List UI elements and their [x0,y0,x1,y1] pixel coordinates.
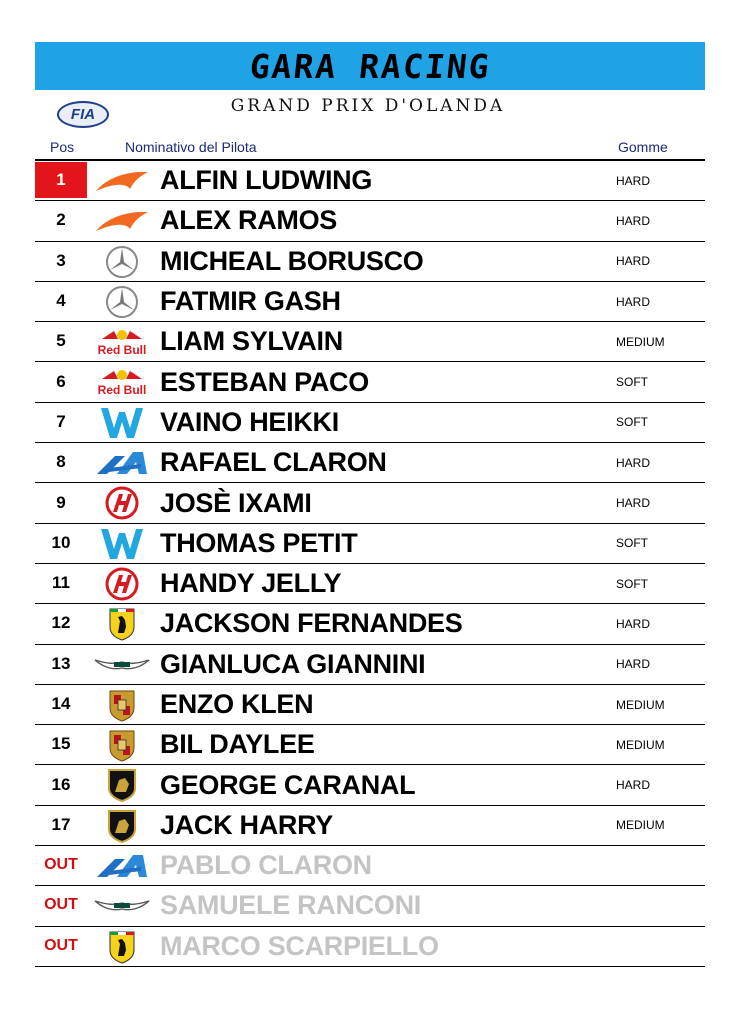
driver-name: SAMUELE RANCONI [160,890,422,921]
driver-name: FATMIR GASH [160,286,341,317]
haas-icon [92,486,152,520]
lamborghini-icon [92,809,152,843]
tyre-compound: HARD [616,496,651,511]
results-table [35,161,705,967]
position-cell: 5 [56,331,66,351]
table-row [35,604,705,644]
mercedes-icon [92,285,152,319]
position-cell: 2 [56,210,66,230]
table-row [35,886,705,926]
page-title: GARA RACING [247,46,493,86]
driver-name: ALFIN LUDWING [160,165,373,196]
mercedes-icon [92,245,152,279]
driver-name: ALEX RAMOS [160,205,338,236]
tyre-compound: HARD [616,213,651,228]
tyre-compound: HARD [616,657,651,672]
tyre-compound: HARD [616,294,651,309]
position-cell: OUT [44,896,78,914]
position-cell: 15 [51,734,71,754]
tyre-compound: HARD [616,616,651,631]
driver-name: GIANLUCA GIANNINI [160,648,426,679]
aston-martin-icon [92,648,152,682]
driver-name: THOMAS PETIT [160,527,358,558]
ferrari-icon [92,607,152,641]
redbull-icon [92,365,152,399]
table-row [35,403,705,443]
position-cell: 10 [51,532,71,552]
tyre-compound: HARD [616,455,651,470]
table-row [35,725,705,765]
position-cell: 11 [52,573,70,593]
position-cell: 7 [56,411,66,431]
driver-name: RAFAEL CLARON [160,447,387,478]
column-header-tyres: Gomme [618,139,668,155]
ferrari-icon [92,930,152,964]
tyre-compound: SOFT [616,375,648,390]
lamborghini-icon [92,768,152,802]
column-header-pos: Pos [50,139,75,155]
driver-name: LIAM SYLVAIN [160,326,343,357]
table-row [35,322,705,362]
tyre-compound: HARD [616,254,651,269]
tyre-compound: MEDIUM [616,334,665,349]
position-cell: 9 [56,492,66,512]
table-row [35,161,705,201]
tyre-compound: SOFT [616,415,648,430]
driver-name: GEORGE CARANAL [160,769,416,800]
position-cell: OUT [44,936,78,954]
table-row [35,645,705,685]
table-row [35,483,705,523]
driver-name: BIL DAYLEE [160,729,315,760]
driver-name: JACKSON FERNANDES [160,608,463,639]
williams-icon [92,527,152,561]
table-row [35,846,705,886]
haas-icon [92,567,152,601]
driver-name: VAINO HEIKKI [160,406,339,437]
tyre-compound: MEDIUM [616,697,665,712]
driver-name: JOSÈ IXAMI [160,487,312,518]
tyre-compound: HARD [616,173,651,188]
driver-name: PABLO CLARON [160,850,372,881]
position-cell: 13 [51,653,71,673]
williams-icon [92,406,152,440]
table-row [35,201,705,241]
table-row [35,564,705,604]
driver-name: JACK HARRY [160,809,334,840]
alpine-icon [92,446,152,480]
table-row [35,443,705,483]
tyre-compound: SOFT [616,576,648,591]
redbull-icon [92,325,152,359]
driver-name: ESTEBAN PACO [160,366,369,397]
table-row [35,282,705,322]
tyre-compound: HARD [616,778,651,793]
position-cell: 16 [51,774,71,794]
tyre-compound: MEDIUM [616,737,665,752]
driver-name: MICHEAL BORUSCO [160,245,424,276]
svg-text:Red Bull: Red Bull [97,383,147,398]
position-cell: 12 [51,613,71,633]
driver-name: MARCO SCARPIELLO [160,930,439,961]
tyre-compound: MEDIUM [616,818,665,833]
aston-martin-icon [92,889,152,923]
porsche-icon [92,728,152,762]
table-row [35,362,705,402]
svg-text:Red Bull: Red Bull [97,343,147,358]
table-row [35,242,705,282]
position-cell: 6 [56,371,66,391]
table-row [35,806,705,846]
position-cell: 8 [56,452,66,472]
tyre-compound: SOFT [616,536,648,551]
position-cell: 3 [56,250,66,270]
table-row [35,765,705,805]
position-cell: 1 [35,162,87,198]
fia-logo-text: FIA [70,106,96,123]
position-cell: 4 [56,291,66,311]
column-header-name: Nominativo del Pilota [125,139,257,155]
title-banner [35,42,705,90]
table-row [35,524,705,564]
driver-name: ENZO KLEN [160,689,314,719]
porsche-icon [92,688,152,722]
mclaren-icon [92,204,152,238]
page-subtitle: GRAND PRIX D'OLANDA [230,96,506,116]
table-row [35,685,705,725]
mclaren-icon [92,164,152,198]
driver-name: HANDY JELLY [160,568,342,599]
position-cell: OUT [44,856,78,874]
table-row [35,927,705,967]
alpine-icon [92,849,152,883]
position-cell: 17 [51,814,71,834]
position-cell: 14 [51,694,71,713]
